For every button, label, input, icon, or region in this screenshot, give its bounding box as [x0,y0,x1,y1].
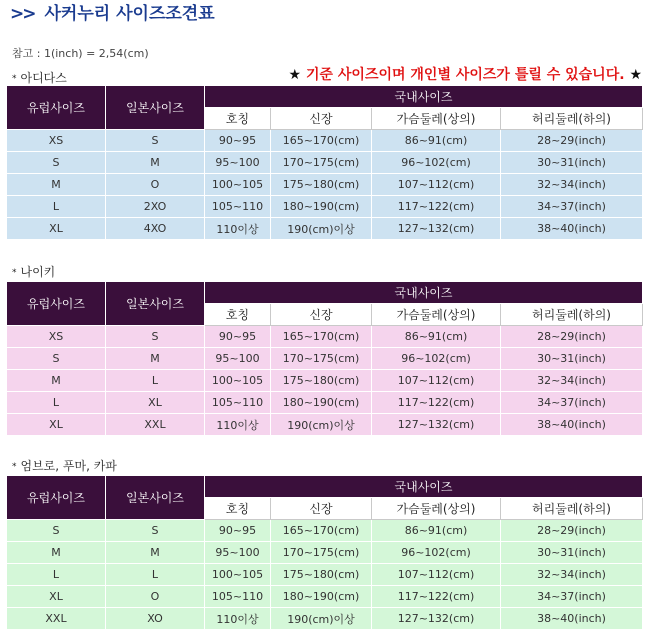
table-cell: 175~180(cm) [271,370,372,392]
brand-name: 아디다스 [20,71,67,85]
table-cell: 95~100 [205,348,271,370]
table-row [7,414,643,436]
table-row [7,130,643,152]
table-cell: S [106,130,205,152]
table-cell: 190(cm)이상 [271,414,372,436]
header-jp-size: 일본사이즈 [106,282,205,326]
table-cell: 105~110 [205,196,271,218]
table-cell: L [7,392,106,414]
subheader-cell: 신장 [271,498,372,520]
unit-reference: 참고 : 1(inch) = 2,54(cm) [12,47,149,60]
notice-text: 기준 사이즈이며 개인별 사이즈가 틀릴 수 있습니다. [305,67,625,83]
header-row [7,86,643,108]
table-cell: 38~40(inch) [501,414,643,436]
star-icon: ★ [629,67,642,83]
table-cell: 90~95 [205,326,271,348]
table-cell: 96~102(cm) [372,348,501,370]
table-cell: XL [7,414,106,436]
table-cell: M [106,348,205,370]
table-cell: 95~100 [205,542,271,564]
table-cell: XL [7,586,106,608]
table-row [7,392,643,414]
table-cell: 100~105 [205,174,271,196]
subheader-cell: 신장 [271,108,372,130]
table-cell: 32~34(inch) [501,370,643,392]
subheader-cell: 신장 [271,304,372,326]
table-cell: 165~170(cm) [271,326,372,348]
table-cell: 86~91(cm) [372,520,501,542]
brand-label [12,263,55,280]
table-cell: 32~34(inch) [501,564,643,586]
table-row [7,564,643,586]
table-cell: XO [106,608,205,630]
table-cell: 34~37(inch) [501,586,643,608]
table-cell: 110이상 [205,608,271,630]
table-cell: 190(cm)이상 [271,608,372,630]
table-cell: 170~175(cm) [271,348,372,370]
header-domestic-size: 국내사이즈 [205,282,643,304]
table-cell: 170~175(cm) [271,152,372,174]
brand-label [12,457,117,474]
header-jp-size: 일본사이즈 [106,476,205,520]
star-icon: ★ [288,67,302,83]
table-cell: XS [7,130,106,152]
table-cell: L [7,564,106,586]
table-row [7,348,643,370]
table-row [7,520,643,542]
table-cell: 110이상 [205,414,271,436]
table-cell: 100~105 [205,370,271,392]
table-cell: S [106,326,205,348]
table-cell: XL [106,392,205,414]
table-cell: O [106,174,205,196]
table-cell: 90~95 [205,130,271,152]
table-cell: 107~112(cm) [372,564,501,586]
table-cell: 175~180(cm) [271,174,372,196]
brand-label [12,69,67,86]
table-cell: 2XO [106,196,205,218]
table-cell: L [106,370,205,392]
subheader-cell: 허리둘레(하의) [501,108,643,130]
table-cell: 180~190(cm) [271,196,372,218]
subheader-cell: 호칭 [205,108,271,130]
table-cell: 38~40(inch) [501,608,643,630]
table-cell: 32~34(inch) [501,174,643,196]
table-cell: M [106,152,205,174]
subheader-cell: 가슴둘레(상의) [372,498,501,520]
table-row [7,326,643,348]
table-row [7,174,643,196]
table-cell: 110이상 [205,218,271,240]
table-cell: M [7,542,106,564]
table-cell: 105~110 [205,392,271,414]
table-cell: 34~37(inch) [501,196,643,218]
header-domestic-size: 국내사이즈 [205,476,643,498]
table-cell: 28~29(inch) [501,520,643,542]
page-title [10,2,215,26]
table-cell: S [7,520,106,542]
table-cell: 170~175(cm) [271,542,372,564]
table-cell: 175~180(cm) [271,564,372,586]
table-cell: 96~102(cm) [372,542,501,564]
table-cell: M [7,174,106,196]
table-cell: 165~170(cm) [271,130,372,152]
size-table [6,475,643,630]
table-cell: M [7,370,106,392]
subheader-cell: 호칭 [205,498,271,520]
table-cell: XXL [106,414,205,436]
subheader-cell: 가슴둘레(상의) [372,304,501,326]
table-cell: XS [7,326,106,348]
table-cell: M [106,542,205,564]
table-cell: 107~112(cm) [372,370,501,392]
table-cell: 107~112(cm) [372,174,501,196]
bullet-icon: * [12,74,17,84]
header-row [7,282,643,304]
size-table [6,85,643,240]
size-table [6,281,643,436]
table-cell: 30~31(inch) [501,542,643,564]
table-cell: 34~37(inch) [501,392,643,414]
table-cell: 165~170(cm) [271,520,372,542]
table-row [7,370,643,392]
header-jp-size: 일본사이즈 [106,86,205,130]
table-row [7,196,643,218]
table-cell: 86~91(cm) [372,130,501,152]
header-row [7,476,643,498]
table-cell: 105~110 [205,586,271,608]
table-cell: 30~31(inch) [501,348,643,370]
page-title-text: 사커누리 사이즈조견표 [44,4,215,24]
table-cell: 95~100 [205,152,271,174]
table-cell: 180~190(cm) [271,586,372,608]
subheader-cell: 가슴둘레(상의) [372,108,501,130]
table-cell: XL [7,218,106,240]
table-cell: 28~29(inch) [501,130,643,152]
subheader-cell: 호칭 [205,304,271,326]
table-cell: O [106,586,205,608]
table-cell: S [7,152,106,174]
header-eu-size: 유럽사이즈 [7,86,106,130]
table-cell: 127~132(cm) [372,608,501,630]
table-row [7,608,643,630]
header-eu-size: 유럽사이즈 [7,476,106,520]
table-cell: 96~102(cm) [372,152,501,174]
table-row [7,542,643,564]
table-cell: 127~132(cm) [372,414,501,436]
brand-name: 나이키 [20,265,56,279]
table-cell: L [7,196,106,218]
table-cell: 117~122(cm) [372,586,501,608]
table-row [7,586,643,608]
table-row [7,152,643,174]
brand-name: 엄브로, 푸마, 카파 [20,459,117,473]
table-cell: 4XO [106,218,205,240]
table-cell: 117~122(cm) [372,392,501,414]
table-cell: XXL [7,608,106,630]
table-cell: 117~122(cm) [372,196,501,218]
table-cell: S [7,348,106,370]
table-cell: 30~31(inch) [501,152,643,174]
subheader-cell: 허리둘레(하의) [501,498,643,520]
table-cell: 28~29(inch) [501,326,643,348]
table-cell: 180~190(cm) [271,392,372,414]
bullet-icon: * [12,268,17,278]
table-cell: 100~105 [205,564,271,586]
double-chevron-icon: >> [10,4,35,24]
table-cell: S [106,520,205,542]
table-cell: 190(cm)이상 [271,218,372,240]
table-cell: 38~40(inch) [501,218,643,240]
table-cell: L [106,564,205,586]
table-cell: 127~132(cm) [372,218,501,240]
header-eu-size: 유럽사이즈 [7,282,106,326]
subheader-cell: 허리둘레(하의) [501,304,643,326]
size-notice [289,64,642,84]
table-row [7,218,643,240]
table-cell: 86~91(cm) [372,326,501,348]
table-cell: 90~95 [205,520,271,542]
bullet-icon: * [12,462,17,472]
header-domestic-size: 국내사이즈 [205,86,643,108]
